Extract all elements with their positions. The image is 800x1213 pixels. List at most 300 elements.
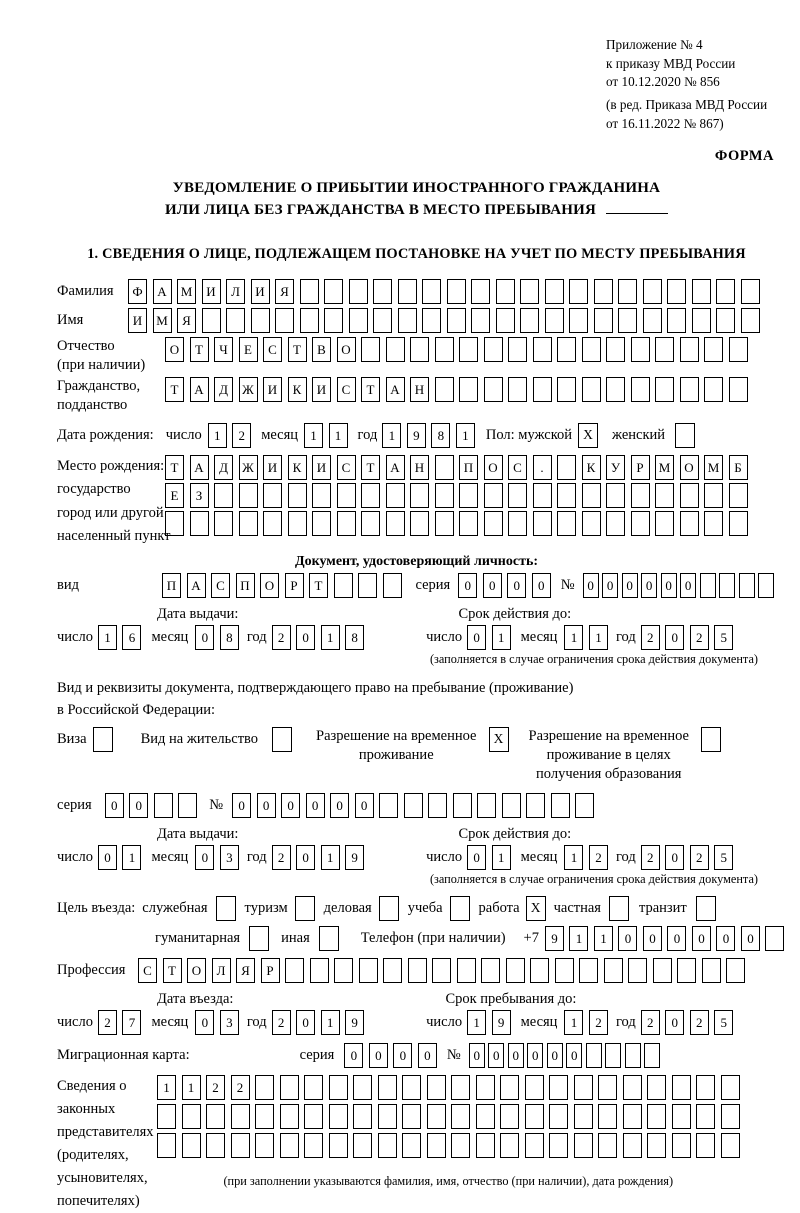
char-cell[interactable] xyxy=(435,511,454,536)
char-cell[interactable]: 5 xyxy=(714,1010,733,1035)
char-cell[interactable] xyxy=(353,1104,372,1129)
char-cell[interactable]: С xyxy=(337,377,356,402)
char-cell[interactable]: О xyxy=(260,573,279,598)
char-cell[interactable] xyxy=(700,573,716,598)
char-cell[interactable]: С xyxy=(508,455,527,480)
char-cell[interactable]: 0 xyxy=(369,1043,388,1068)
char-cell[interactable]: Я xyxy=(275,279,294,304)
char-cell[interactable] xyxy=(231,1133,250,1158)
char-cell[interactable] xyxy=(520,279,539,304)
char-cell[interactable] xyxy=(618,308,637,333)
char-cell[interactable] xyxy=(647,1075,666,1100)
char-cell[interactable]: 0 xyxy=(355,793,374,818)
char-cell[interactable]: 0 xyxy=(602,573,618,598)
char-cell[interactable]: Т xyxy=(361,377,380,402)
char-cell[interactable]: 0 xyxy=(665,1010,684,1035)
char-cell[interactable]: Ж xyxy=(239,377,258,402)
char-cell[interactable]: 0 xyxy=(306,793,325,818)
char-cell[interactable] xyxy=(716,308,735,333)
char-cell[interactable] xyxy=(586,1043,602,1068)
char-cell[interactable]: О xyxy=(484,455,503,480)
char-cell[interactable]: А xyxy=(386,455,405,480)
char-cell[interactable] xyxy=(422,308,441,333)
char-cell[interactable] xyxy=(255,1104,274,1129)
char-cell[interactable] xyxy=(231,1104,250,1129)
char-cell[interactable]: И xyxy=(312,377,331,402)
char-cell[interactable] xyxy=(525,1133,544,1158)
char-cell[interactable] xyxy=(214,483,233,508)
char-cell[interactable] xyxy=(582,337,601,362)
char-cell[interactable]: 5 xyxy=(714,845,733,870)
char-cell[interactable] xyxy=(598,1075,617,1100)
char-cell[interactable] xyxy=(704,337,723,362)
char-cell[interactable] xyxy=(631,337,650,362)
char-cell[interactable] xyxy=(457,958,476,983)
char-cell[interactable]: 1 xyxy=(321,625,340,650)
char-cell[interactable] xyxy=(555,958,574,983)
char-cell[interactable] xyxy=(508,337,527,362)
char-cell[interactable] xyxy=(471,308,490,333)
char-cell[interactable] xyxy=(329,1133,348,1158)
char-cell[interactable] xyxy=(520,308,539,333)
char-cell[interactable] xyxy=(435,337,454,362)
char-cell[interactable] xyxy=(726,958,745,983)
char-cell[interactable] xyxy=(631,511,650,536)
char-cell[interactable]: 0 xyxy=(393,1043,412,1068)
char-cell[interactable]: 1 xyxy=(122,845,141,870)
char-cell[interactable]: С xyxy=(138,958,157,983)
char-cell[interactable] xyxy=(655,511,674,536)
char-cell[interactable]: Р xyxy=(631,455,650,480)
char-cell[interactable] xyxy=(696,1075,715,1100)
char-cell[interactable] xyxy=(557,511,576,536)
char-cell[interactable] xyxy=(484,483,503,508)
char-cell[interactable] xyxy=(692,279,711,304)
char-cell[interactable] xyxy=(280,1133,299,1158)
char-cell[interactable]: И xyxy=(312,455,331,480)
char-cell[interactable]: 3 xyxy=(220,845,239,870)
char-cell[interactable] xyxy=(530,958,549,983)
char-cell[interactable]: 0 xyxy=(527,1043,543,1068)
char-cell[interactable] xyxy=(644,1043,660,1068)
char-cell[interactable] xyxy=(157,1104,176,1129)
char-cell[interactable]: 0 xyxy=(467,625,486,650)
char-cell[interactable]: 0 xyxy=(507,573,526,598)
purpose-official-checkbox[interactable] xyxy=(216,896,236,921)
char-cell[interactable] xyxy=(508,483,527,508)
char-cell[interactable] xyxy=(285,958,304,983)
char-cell[interactable] xyxy=(582,483,601,508)
char-cell[interactable] xyxy=(647,1133,666,1158)
char-cell[interactable] xyxy=(435,483,454,508)
char-cell[interactable]: 0 xyxy=(532,573,551,598)
char-cell[interactable]: 2 xyxy=(641,1010,660,1035)
char-cell[interactable]: 0 xyxy=(281,793,300,818)
char-cell[interactable]: 2 xyxy=(589,845,608,870)
char-cell[interactable] xyxy=(598,1133,617,1158)
char-cell[interactable]: 0 xyxy=(98,845,117,870)
char-cell[interactable] xyxy=(378,1104,397,1129)
char-cell[interactable] xyxy=(447,279,466,304)
char-cell[interactable]: У xyxy=(606,455,625,480)
char-cell[interactable]: 0 xyxy=(661,573,677,598)
char-cell[interactable] xyxy=(190,511,209,536)
char-cell[interactable] xyxy=(667,308,686,333)
char-cell[interactable] xyxy=(739,573,755,598)
char-cell[interactable] xyxy=(549,1133,568,1158)
purpose-tourism-checkbox[interactable] xyxy=(295,896,315,921)
char-cell[interactable]: 0 xyxy=(129,793,148,818)
char-cell[interactable] xyxy=(496,279,515,304)
char-cell[interactable]: О xyxy=(680,455,699,480)
char-cell[interactable]: 5 xyxy=(714,625,733,650)
char-cell[interactable]: Т xyxy=(165,377,184,402)
char-cell[interactable]: Н xyxy=(410,377,429,402)
char-cell[interactable]: 0 xyxy=(418,1043,437,1068)
char-cell[interactable] xyxy=(545,279,564,304)
char-cell[interactable] xyxy=(304,1133,323,1158)
char-cell[interactable] xyxy=(427,1133,446,1158)
char-cell[interactable]: 2 xyxy=(272,845,291,870)
char-cell[interactable] xyxy=(582,377,601,402)
char-cell[interactable] xyxy=(471,279,490,304)
char-cell[interactable] xyxy=(484,337,503,362)
char-cell[interactable] xyxy=(729,377,748,402)
char-cell[interactable]: 1 xyxy=(492,845,511,870)
char-cell[interactable] xyxy=(623,1104,642,1129)
char-cell[interactable]: А xyxy=(190,455,209,480)
char-cell[interactable] xyxy=(606,377,625,402)
char-cell[interactable] xyxy=(427,1104,446,1129)
char-cell[interactable] xyxy=(349,279,368,304)
char-cell[interactable] xyxy=(383,573,402,598)
char-cell[interactable] xyxy=(459,337,478,362)
sex-female-checkbox[interactable] xyxy=(675,423,695,448)
char-cell[interactable]: 1 xyxy=(321,845,340,870)
char-cell[interactable]: 2 xyxy=(98,1010,117,1035)
char-cell[interactable] xyxy=(361,483,380,508)
char-cell[interactable]: 0 xyxy=(667,926,686,951)
char-cell[interactable]: 2 xyxy=(232,423,251,448)
char-cell[interactable] xyxy=(361,511,380,536)
char-cell[interactable]: А xyxy=(190,377,209,402)
purpose-humanitarian-checkbox[interactable] xyxy=(249,926,269,951)
char-cell[interactable] xyxy=(631,377,650,402)
char-cell[interactable]: К xyxy=(288,377,307,402)
char-cell[interactable]: 0 xyxy=(195,1010,214,1035)
char-cell[interactable] xyxy=(310,958,329,983)
char-cell[interactable] xyxy=(653,958,672,983)
char-cell[interactable]: Л xyxy=(212,958,231,983)
purpose-business-checkbox[interactable] xyxy=(379,896,399,921)
char-cell[interactable]: А xyxy=(153,279,172,304)
char-cell[interactable] xyxy=(182,1104,201,1129)
char-cell[interactable] xyxy=(655,483,674,508)
char-cell[interactable]: Н xyxy=(410,455,429,480)
char-cell[interactable] xyxy=(410,511,429,536)
char-cell[interactable] xyxy=(304,1075,323,1100)
char-cell[interactable]: 9 xyxy=(345,845,364,870)
char-cell[interactable]: 6 xyxy=(122,625,141,650)
char-cell[interactable]: З xyxy=(190,483,209,508)
char-cell[interactable]: 0 xyxy=(716,926,735,951)
char-cell[interactable] xyxy=(353,1133,372,1158)
char-cell[interactable]: 2 xyxy=(641,625,660,650)
char-cell[interactable] xyxy=(496,308,515,333)
char-cell[interactable] xyxy=(324,308,343,333)
char-cell[interactable] xyxy=(178,793,197,818)
char-cell[interactable] xyxy=(353,1075,372,1100)
char-cell[interactable] xyxy=(481,958,500,983)
char-cell[interactable]: 2 xyxy=(641,845,660,870)
char-cell[interactable] xyxy=(677,958,696,983)
char-cell[interactable] xyxy=(721,1075,740,1100)
char-cell[interactable] xyxy=(594,279,613,304)
char-cell[interactable] xyxy=(324,279,343,304)
char-cell[interactable] xyxy=(605,1043,621,1068)
char-cell[interactable] xyxy=(484,511,503,536)
char-cell[interactable] xyxy=(575,793,594,818)
char-cell[interactable] xyxy=(545,308,564,333)
char-cell[interactable]: 3 xyxy=(220,1010,239,1035)
char-cell[interactable] xyxy=(453,793,472,818)
char-cell[interactable]: . xyxy=(533,455,552,480)
char-cell[interactable] xyxy=(358,573,377,598)
char-cell[interactable] xyxy=(251,308,270,333)
char-cell[interactable] xyxy=(459,377,478,402)
char-cell[interactable] xyxy=(214,511,233,536)
char-cell[interactable]: П xyxy=(162,573,181,598)
char-cell[interactable] xyxy=(361,337,380,362)
char-cell[interactable]: Я xyxy=(177,308,196,333)
char-cell[interactable] xyxy=(239,511,258,536)
char-cell[interactable] xyxy=(386,337,405,362)
char-cell[interactable] xyxy=(500,1104,519,1129)
char-cell[interactable] xyxy=(594,308,613,333)
char-cell[interactable] xyxy=(647,1104,666,1129)
char-cell[interactable]: 0 xyxy=(643,926,662,951)
char-cell[interactable] xyxy=(288,483,307,508)
char-cell[interactable] xyxy=(476,1104,495,1129)
char-cell[interactable]: 1 xyxy=(208,423,227,448)
char-cell[interactable] xyxy=(500,1133,519,1158)
char-cell[interactable]: И xyxy=(263,455,282,480)
char-cell[interactable] xyxy=(623,1133,642,1158)
char-cell[interactable]: 0 xyxy=(469,1043,485,1068)
char-cell[interactable] xyxy=(349,308,368,333)
char-cell[interactable]: 0 xyxy=(566,1043,582,1068)
char-cell[interactable]: А xyxy=(386,377,405,402)
char-cell[interactable] xyxy=(557,377,576,402)
char-cell[interactable] xyxy=(549,1104,568,1129)
char-cell[interactable]: Т xyxy=(288,337,307,362)
char-cell[interactable] xyxy=(432,958,451,983)
char-cell[interactable]: 0 xyxy=(665,845,684,870)
char-cell[interactable]: 2 xyxy=(206,1075,225,1100)
char-cell[interactable]: 1 xyxy=(182,1075,201,1100)
char-cell[interactable]: Д xyxy=(214,455,233,480)
char-cell[interactable] xyxy=(334,573,353,598)
char-cell[interactable]: 0 xyxy=(547,1043,563,1068)
char-cell[interactable]: Т xyxy=(163,958,182,983)
char-cell[interactable]: 0 xyxy=(583,573,599,598)
char-cell[interactable] xyxy=(631,483,650,508)
char-cell[interactable]: 0 xyxy=(330,793,349,818)
char-cell[interactable] xyxy=(300,308,319,333)
char-cell[interactable]: 1 xyxy=(467,1010,486,1035)
char-cell[interactable]: 0 xyxy=(296,845,315,870)
char-cell[interactable] xyxy=(729,337,748,362)
char-cell[interactable] xyxy=(329,1075,348,1100)
char-cell[interactable]: С xyxy=(263,337,282,362)
char-cell[interactable]: А xyxy=(187,573,206,598)
char-cell[interactable] xyxy=(373,308,392,333)
char-cell[interactable] xyxy=(741,308,760,333)
char-cell[interactable] xyxy=(459,483,478,508)
char-cell[interactable]: 0 xyxy=(665,625,684,650)
char-cell[interactable]: 1 xyxy=(589,625,608,650)
char-cell[interactable] xyxy=(451,1104,470,1129)
char-cell[interactable] xyxy=(696,1104,715,1129)
char-cell[interactable] xyxy=(165,511,184,536)
char-cell[interactable] xyxy=(288,511,307,536)
char-cell[interactable] xyxy=(337,511,356,536)
char-cell[interactable] xyxy=(263,483,282,508)
char-cell[interactable]: С xyxy=(211,573,230,598)
char-cell[interactable]: 2 xyxy=(272,625,291,650)
char-cell[interactable] xyxy=(606,511,625,536)
char-cell[interactable] xyxy=(410,483,429,508)
char-cell[interactable] xyxy=(206,1133,225,1158)
char-cell[interactable]: М xyxy=(177,279,196,304)
char-cell[interactable] xyxy=(359,958,378,983)
char-cell[interactable] xyxy=(574,1133,593,1158)
char-cell[interactable]: Л xyxy=(226,279,245,304)
char-cell[interactable] xyxy=(721,1133,740,1158)
char-cell[interactable]: Т xyxy=(309,573,328,598)
char-cell[interactable]: 0 xyxy=(741,926,760,951)
char-cell[interactable] xyxy=(255,1133,274,1158)
char-cell[interactable]: 0 xyxy=(257,793,276,818)
char-cell[interactable] xyxy=(582,511,601,536)
char-cell[interactable]: М xyxy=(704,455,723,480)
char-cell[interactable] xyxy=(508,377,527,402)
char-cell[interactable] xyxy=(329,1104,348,1129)
char-cell[interactable]: И xyxy=(202,279,221,304)
char-cell[interactable]: М xyxy=(153,308,172,333)
char-cell[interactable] xyxy=(655,337,674,362)
char-cell[interactable]: 9 xyxy=(345,1010,364,1035)
char-cell[interactable]: 1 xyxy=(382,423,401,448)
char-cell[interactable] xyxy=(398,279,417,304)
sex-male-checkbox[interactable]: X xyxy=(578,423,598,448)
char-cell[interactable]: К xyxy=(288,455,307,480)
char-cell[interactable] xyxy=(702,958,721,983)
char-cell[interactable]: Ч xyxy=(214,337,233,362)
char-cell[interactable] xyxy=(422,279,441,304)
char-cell[interactable] xyxy=(451,1075,470,1100)
char-cell[interactable] xyxy=(643,308,662,333)
char-cell[interactable] xyxy=(672,1075,691,1100)
char-cell[interactable] xyxy=(729,483,748,508)
char-cell[interactable]: 1 xyxy=(329,423,348,448)
char-cell[interactable] xyxy=(275,308,294,333)
char-cell[interactable] xyxy=(500,1075,519,1100)
char-cell[interactable]: 1 xyxy=(564,625,583,650)
char-cell[interactable]: И xyxy=(128,308,147,333)
char-cell[interactable]: 0 xyxy=(195,845,214,870)
char-cell[interactable]: П xyxy=(236,573,255,598)
char-cell[interactable] xyxy=(526,793,545,818)
char-cell[interactable] xyxy=(312,511,331,536)
char-cell[interactable] xyxy=(672,1133,691,1158)
char-cell[interactable]: П xyxy=(459,455,478,480)
char-cell[interactable]: Т xyxy=(361,455,380,480)
char-cell[interactable] xyxy=(226,308,245,333)
char-cell[interactable]: Д xyxy=(214,377,233,402)
char-cell[interactable] xyxy=(379,793,398,818)
char-cell[interactable] xyxy=(680,337,699,362)
char-cell[interactable] xyxy=(680,511,699,536)
char-cell[interactable] xyxy=(704,483,723,508)
char-cell[interactable] xyxy=(383,958,402,983)
char-cell[interactable] xyxy=(672,1104,691,1129)
option-visa-checkbox[interactable] xyxy=(93,727,113,752)
char-cell[interactable]: 0 xyxy=(618,926,637,951)
char-cell[interactable] xyxy=(337,483,356,508)
char-cell[interactable] xyxy=(667,279,686,304)
char-cell[interactable]: 0 xyxy=(692,926,711,951)
char-cell[interactable]: И xyxy=(251,279,270,304)
char-cell[interactable] xyxy=(557,337,576,362)
char-cell[interactable] xyxy=(569,279,588,304)
char-cell[interactable]: 7 xyxy=(122,1010,141,1035)
option-residence-permit-checkbox[interactable] xyxy=(272,727,292,752)
char-cell[interactable] xyxy=(574,1104,593,1129)
char-cell[interactable] xyxy=(386,483,405,508)
char-cell[interactable]: Б xyxy=(729,455,748,480)
char-cell[interactable] xyxy=(525,1075,544,1100)
char-cell[interactable]: 0 xyxy=(622,573,638,598)
char-cell[interactable] xyxy=(378,1075,397,1100)
char-cell[interactable] xyxy=(373,279,392,304)
char-cell[interactable] xyxy=(525,1104,544,1129)
char-cell[interactable]: 2 xyxy=(589,1010,608,1035)
char-cell[interactable] xyxy=(459,511,478,536)
char-cell[interactable] xyxy=(579,958,598,983)
char-cell[interactable] xyxy=(428,793,447,818)
char-cell[interactable] xyxy=(533,511,552,536)
char-cell[interactable] xyxy=(154,793,173,818)
char-cell[interactable] xyxy=(157,1133,176,1158)
char-cell[interactable]: 9 xyxy=(407,423,426,448)
char-cell[interactable] xyxy=(623,1075,642,1100)
char-cell[interactable]: 2 xyxy=(231,1075,250,1100)
char-cell[interactable] xyxy=(280,1075,299,1100)
char-cell[interactable]: 1 xyxy=(492,625,511,650)
char-cell[interactable]: 0 xyxy=(105,793,124,818)
char-cell[interactable] xyxy=(506,958,525,983)
purpose-work-checkbox[interactable]: X xyxy=(526,896,546,921)
char-cell[interactable]: 0 xyxy=(641,573,657,598)
char-cell[interactable] xyxy=(435,377,454,402)
char-cell[interactable]: 1 xyxy=(98,625,117,650)
char-cell[interactable]: М xyxy=(655,455,674,480)
char-cell[interactable] xyxy=(704,377,723,402)
char-cell[interactable] xyxy=(741,279,760,304)
char-cell[interactable]: С xyxy=(337,455,356,480)
char-cell[interactable] xyxy=(716,279,735,304)
